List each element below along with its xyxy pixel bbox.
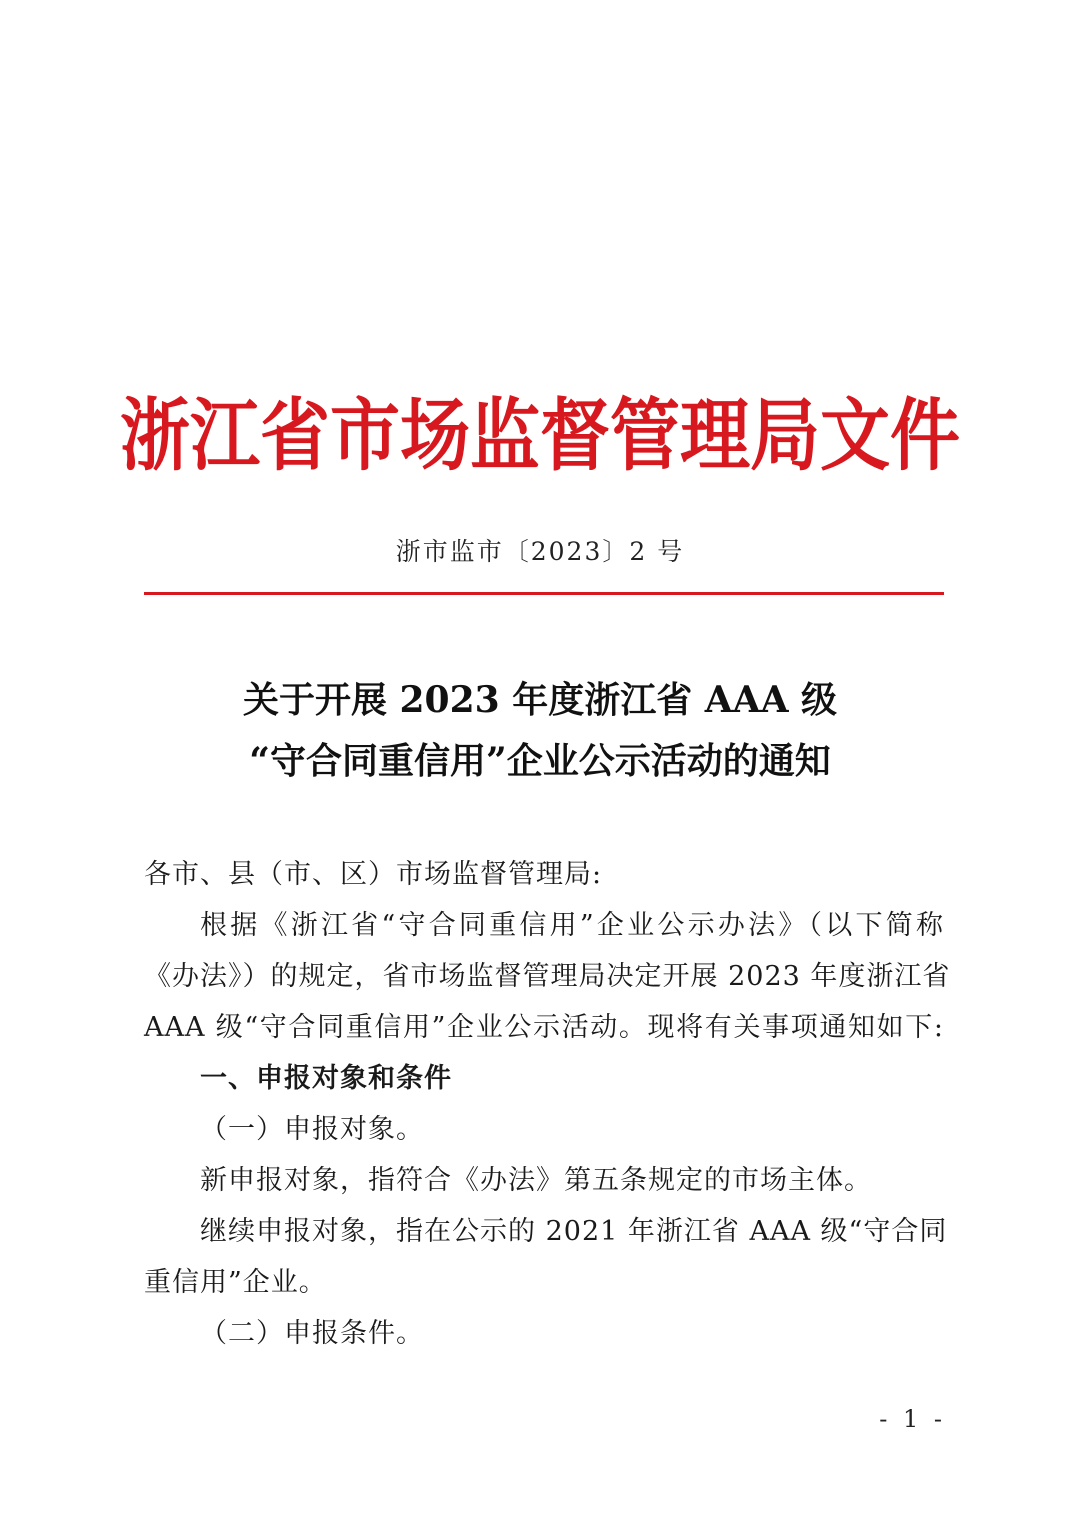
subsection-1-heading: （一）申报对象。 [200,1114,424,1145]
subsection-1-paragraph-2-line-2: 重信用”企业。 [144,1267,327,1298]
subsection-2-heading: （二）申报条件。 [200,1318,424,1349]
notice-title-line-2: “守合同重信用”企业公示活动的通知 [249,740,831,782]
red-divider-rule [144,592,944,595]
paragraph-1-line-3: AAA 级“守合同重信用”企业公示活动。现将有关事项通知如下: [144,1012,944,1043]
notice-title-line-1: 关于开展 2023 年度浙江省 AAA 级 [242,679,838,721]
subsection-1-paragraph-1: 新申报对象，指符合《办法》第五条规定的市场主体。 [200,1165,872,1196]
paragraph-1-line-2: 《办法》）的规定，省市场监督管理局决定开展 2023 年度浙江省 [144,961,951,992]
section-1-heading: 一、申报对象和条件 [200,1063,452,1094]
page-number: - 1 - [879,1405,946,1433]
paragraph-1-line-1: 根据《浙江省“守合同重信用”企业公示办法》（以下简称 [200,910,944,941]
org-header-title: 浙江省市场监督管理局文件 [120,388,960,482]
addressee: 各市、县（市、区）市场监督管理局: [144,859,603,890]
subsection-1-paragraph-2-line-1: 继续申报对象，指在公示的 2021 年浙江省 AAA 级“守合同 [200,1216,948,1247]
document-number: 浙市监市〔2023〕2 号 [395,537,685,566]
